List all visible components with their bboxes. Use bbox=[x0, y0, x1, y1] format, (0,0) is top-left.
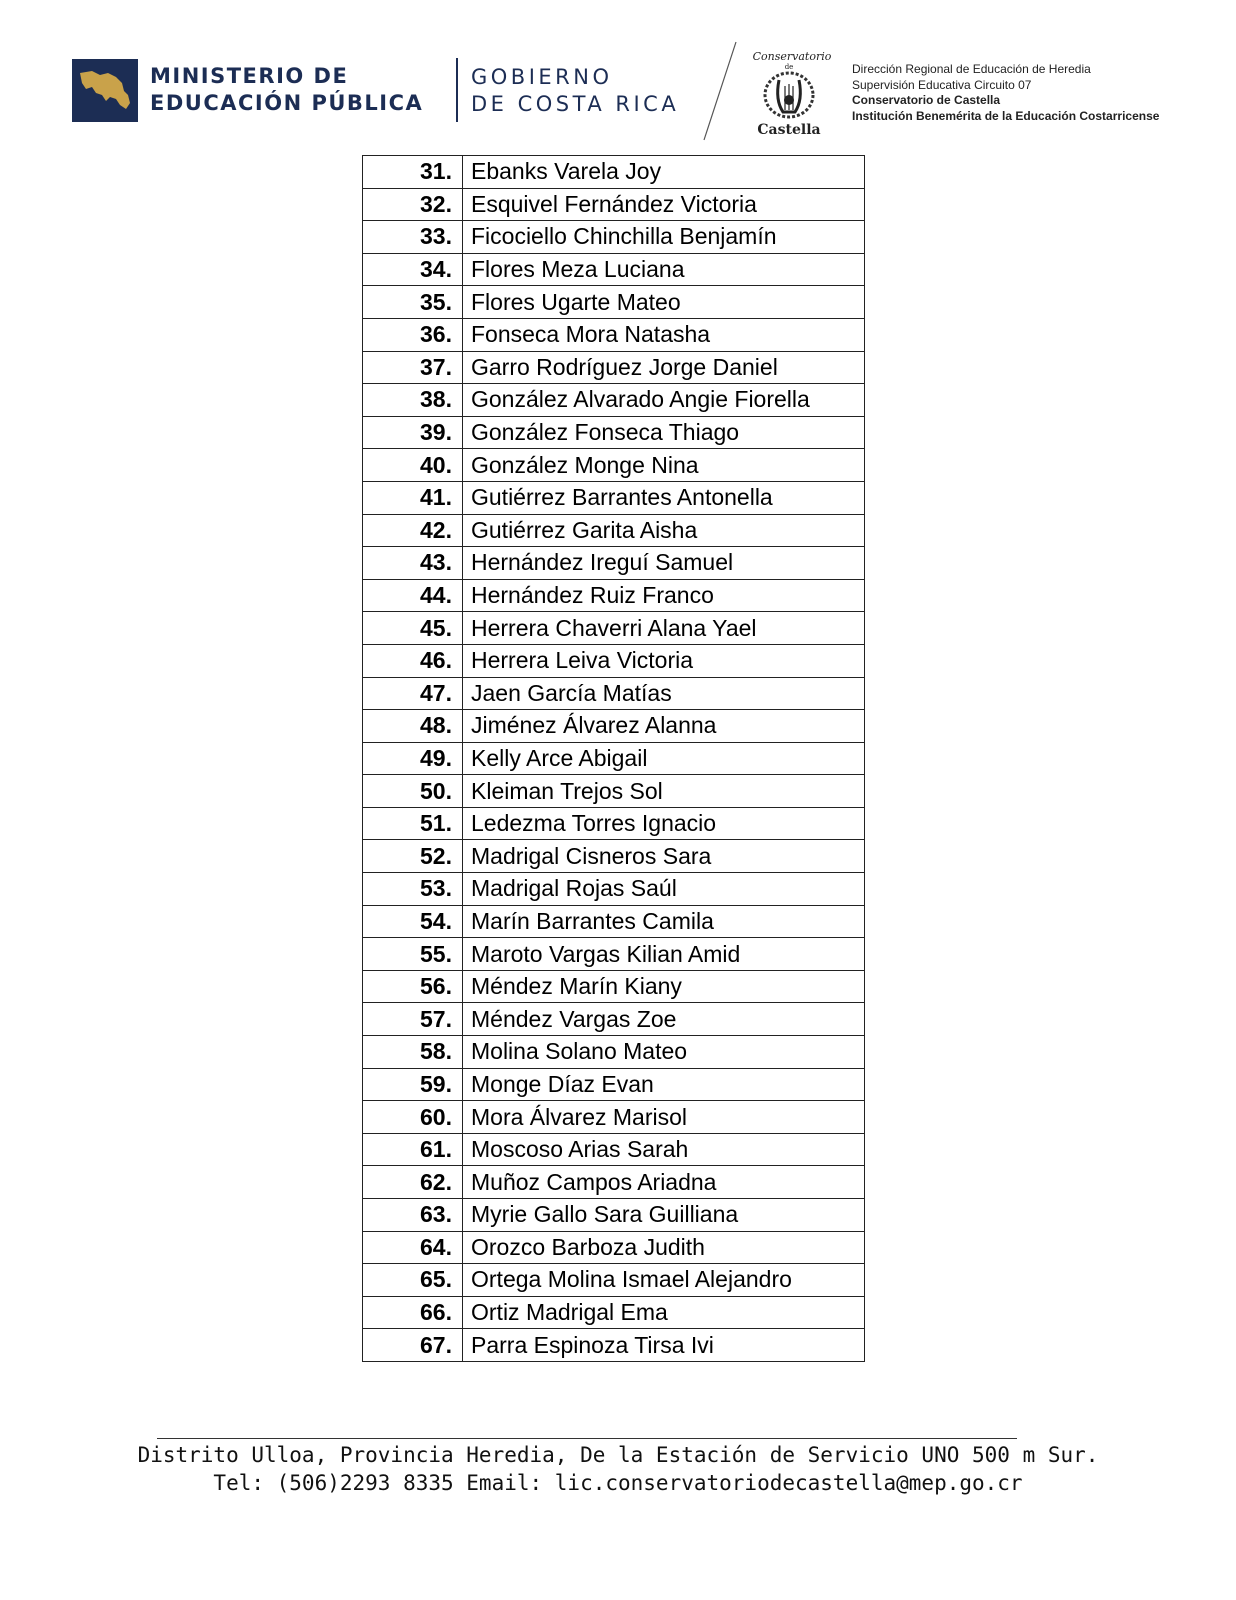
row-number: 49. bbox=[363, 742, 463, 775]
row-number: 57. bbox=[363, 1003, 463, 1036]
student-name: Fonseca Mora Natasha bbox=[463, 318, 865, 351]
row-number: 35. bbox=[363, 286, 463, 319]
row-number: 45. bbox=[363, 612, 463, 645]
row-number: 37. bbox=[363, 351, 463, 384]
seal-top-text: Conservatorio bbox=[752, 50, 832, 63]
student-name: Méndez Marín Kiany bbox=[463, 970, 865, 1003]
table-row bbox=[363, 547, 865, 580]
government-line-2: DE COSTA RICA bbox=[471, 92, 680, 116]
table-row bbox=[363, 221, 865, 254]
table-row bbox=[363, 938, 865, 971]
header-divider bbox=[456, 58, 458, 122]
costa-rica-map-icon bbox=[72, 59, 138, 122]
row-number: 50. bbox=[363, 775, 463, 808]
table-row bbox=[363, 677, 865, 710]
student-name: González Monge Nina bbox=[463, 449, 865, 482]
ministry-line-2: EDUCACIÓN PÚBLICA bbox=[150, 91, 424, 115]
slash-divider bbox=[700, 40, 740, 142]
footer-contact: Tel: (506)2293 8335 Email: lic.conservatoriodecastella@mep.go.cr bbox=[213, 1471, 1023, 1495]
row-number: 62. bbox=[363, 1166, 463, 1199]
student-name: Kleiman Trejos Sol bbox=[463, 775, 865, 808]
table-row bbox=[363, 253, 865, 286]
table-row bbox=[363, 384, 865, 417]
row-number: 38. bbox=[363, 384, 463, 417]
row-number: 65. bbox=[363, 1264, 463, 1297]
table-row bbox=[363, 449, 865, 482]
table-row bbox=[363, 612, 865, 645]
student-name: Kelly Arce Abigail bbox=[463, 742, 865, 775]
table-row bbox=[363, 1199, 865, 1232]
row-number: 56. bbox=[363, 970, 463, 1003]
table-row bbox=[363, 416, 865, 449]
row-number: 60. bbox=[363, 1101, 463, 1134]
table-row bbox=[363, 1133, 865, 1166]
student-name: Monge Díaz Evan bbox=[463, 1068, 865, 1101]
table-row bbox=[363, 710, 865, 743]
footer-address: Distrito Ulloa, Provincia Heredia, De la Estación de Servicio UNO 500 m Sur. bbox=[137, 1443, 1099, 1467]
seal-bottom-text: Castella bbox=[757, 122, 821, 138]
student-name: Parra Espinoza Tirsa Ivi bbox=[463, 1329, 865, 1362]
table-row bbox=[363, 905, 865, 938]
student-name: Jiménez Álvarez Alanna bbox=[463, 710, 865, 743]
table-row bbox=[363, 286, 865, 319]
table-row bbox=[363, 579, 865, 612]
student-name: Maroto Vargas Kilian Amid bbox=[463, 938, 865, 971]
row-number: 36. bbox=[363, 318, 463, 351]
student-name: Ficociello Chinchilla Benjamín bbox=[463, 221, 865, 254]
student-name: Madrigal Rojas Saúl bbox=[463, 873, 865, 906]
institution-distinction: Institución Benemérita de la Educación Costarricense bbox=[852, 108, 1160, 123]
student-name: Moscoso Arias Sarah bbox=[463, 1133, 865, 1166]
student-name: Méndez Vargas Zoe bbox=[463, 1003, 865, 1036]
student-name: Mora Álvarez Marisol bbox=[463, 1101, 865, 1134]
seal-mid-text: de bbox=[784, 63, 794, 71]
table-row bbox=[363, 644, 865, 677]
student-name: Gutiérrez Garita Aisha bbox=[463, 514, 865, 547]
row-number: 41. bbox=[363, 481, 463, 514]
table-row bbox=[363, 318, 865, 351]
row-number: 59. bbox=[363, 1068, 463, 1101]
row-number: 46. bbox=[363, 644, 463, 677]
row-number: 34. bbox=[363, 253, 463, 286]
page-header bbox=[0, 0, 1236, 150]
row-number: 32. bbox=[363, 188, 463, 221]
table-row bbox=[363, 1003, 865, 1036]
row-number: 61. bbox=[363, 1133, 463, 1166]
row-number: 40. bbox=[363, 449, 463, 482]
student-name: Molina Solano Mateo bbox=[463, 1036, 865, 1069]
row-number: 47. bbox=[363, 677, 463, 710]
table-row bbox=[363, 970, 865, 1003]
student-name: Herrera Chaverri Alana Yael bbox=[463, 612, 865, 645]
row-number: 33. bbox=[363, 221, 463, 254]
student-name: Flores Meza Luciana bbox=[463, 253, 865, 286]
table-row bbox=[363, 840, 865, 873]
page-footer bbox=[0, 1441, 1236, 1497]
table-row bbox=[363, 873, 865, 906]
conservatory-name: Conservatorio de Castella bbox=[852, 93, 1001, 107]
row-number: 42. bbox=[363, 514, 463, 547]
row-number: 44. bbox=[363, 579, 463, 612]
table-row bbox=[363, 1101, 865, 1134]
student-name: Esquivel Fernández Victoria bbox=[463, 188, 865, 221]
student-name: Myrie Gallo Sara Guilliana bbox=[463, 1199, 865, 1232]
table-row bbox=[363, 1231, 865, 1264]
row-number: 55. bbox=[363, 938, 463, 971]
row-number: 67. bbox=[363, 1329, 463, 1362]
student-list-body bbox=[363, 156, 865, 1362]
table-row bbox=[363, 1296, 865, 1329]
student-name: Ortiz Madrigal Ema bbox=[463, 1296, 865, 1329]
table-row bbox=[363, 188, 865, 221]
student-name: Hernández Ruiz Franco bbox=[463, 579, 865, 612]
table-row bbox=[363, 351, 865, 384]
table-row bbox=[363, 481, 865, 514]
government-name bbox=[471, 64, 679, 118]
table-row bbox=[363, 514, 865, 547]
table-row bbox=[363, 156, 865, 189]
student-name: Madrigal Cisneros Sara bbox=[463, 840, 865, 873]
circuit-supervision: Supervisión Educativa Circuito 07 bbox=[852, 77, 1032, 92]
student-list-table bbox=[362, 155, 865, 1362]
student-name: Orozco Barboza Judith bbox=[463, 1231, 865, 1264]
table-row bbox=[363, 1068, 865, 1101]
row-number: 51. bbox=[363, 807, 463, 840]
row-number: 48. bbox=[363, 710, 463, 743]
institution-info bbox=[852, 62, 1159, 124]
row-number: 43. bbox=[363, 547, 463, 580]
regional-direction: Dirección Regional de Educación de Heredia bbox=[852, 62, 1091, 76]
row-number: 63. bbox=[363, 1199, 463, 1232]
footer-divider bbox=[157, 1438, 1017, 1439]
table-row bbox=[363, 742, 865, 775]
row-number: 53. bbox=[363, 873, 463, 906]
student-name: Garro Rodríguez Jorge Daniel bbox=[463, 351, 865, 384]
student-name: Jaen García Matías bbox=[463, 677, 865, 710]
student-name: González Fonseca Thiago bbox=[463, 416, 865, 449]
ministry-name bbox=[150, 63, 423, 117]
table-row bbox=[363, 1036, 865, 1069]
row-number: 58. bbox=[363, 1036, 463, 1069]
student-name: Marín Barrantes Camila bbox=[463, 905, 865, 938]
student-name: Ebanks Varela Joy bbox=[463, 156, 865, 189]
row-number: 31. bbox=[363, 156, 463, 189]
row-number: 39. bbox=[363, 416, 463, 449]
table-row bbox=[363, 1264, 865, 1297]
student-name: González Alvarado Angie Fiorella bbox=[463, 384, 865, 417]
table-row bbox=[363, 775, 865, 808]
row-number: 64. bbox=[363, 1231, 463, 1264]
student-name: Gutiérrez Barrantes Antonella bbox=[463, 481, 865, 514]
ministry-line-1: MINISTERIO DE bbox=[150, 64, 349, 88]
student-name: Ortega Molina Ismael Alejandro bbox=[463, 1264, 865, 1297]
row-number: 66. bbox=[363, 1296, 463, 1329]
government-line-1: GOBIERNO bbox=[471, 65, 613, 89]
table-row bbox=[363, 1329, 865, 1362]
student-name: Muñoz Campos Ariadna bbox=[463, 1166, 865, 1199]
student-name: Ledezma Torres Ignacio bbox=[463, 807, 865, 840]
student-name: Flores Ugarte Mateo bbox=[463, 286, 865, 319]
student-name: Herrera Leiva Victoria bbox=[463, 644, 865, 677]
row-number: 52. bbox=[363, 840, 463, 873]
table-row bbox=[363, 807, 865, 840]
lyre-seal-icon bbox=[745, 38, 839, 142]
table-row bbox=[363, 1166, 865, 1199]
row-number: 54. bbox=[363, 905, 463, 938]
student-name: Hernández Ireguí Samuel bbox=[463, 547, 865, 580]
